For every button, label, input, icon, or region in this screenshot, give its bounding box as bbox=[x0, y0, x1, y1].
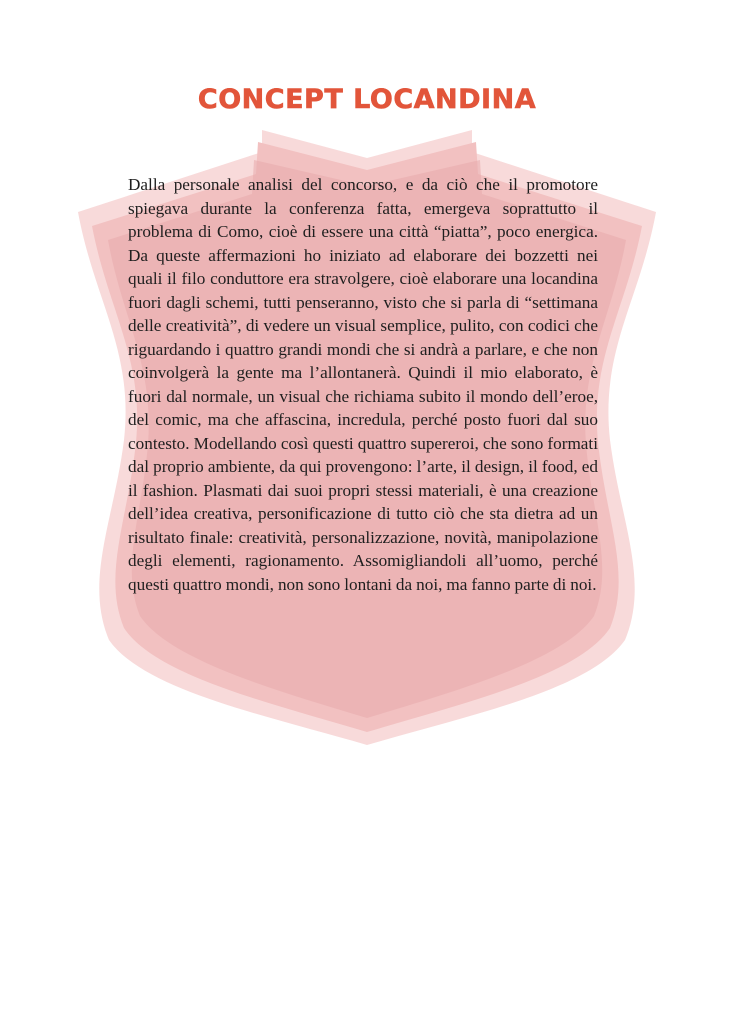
page-title: CONCEPT LOCANDINA bbox=[197, 84, 537, 115]
body-paragraph: Dalla personale analisi del concorso, e da ciò che il promotore spiegava durante la conferenza fatta, emergeva soprattutto il problema di Como, cioè di essere una città “piatta”, poco energica. Da queste affermazioni ho iniziato ad elaborare dei bozzetti nei quali il filo conduttore era stravolgere, cioè elaborare una locandina fuori dagli schemi, tutti penseranno, visto che si parla di “settimana delle creatività”, di vedere un visual semplice, pulito, con codici che riguardando i quattro grandi mondi che si andrà a parlare, e che non coinvolgerà la gente ma l’allontanerà. Quindi il mio elaborato, è fuori dal normale, un visual che richiama subito il mondo dell’eroe, del comic, ma che affascina, incredula, perché posto fuori dal suo contesto. Modellando così questi quattro supereroi, che sono formati dal proprio ambiente, da qui provengono: l’arte, il design, il food, ed il fashion. Plasmati dai suoi propri stessi materiali, è una creazione dell’idea creativa, personificazione di tutto ciò che sta dietra ad un risultato finale: creatività, personalizzazione, novità, manipolazione degli elementi, ragionamento. Assomigliandoli all’uomo, perché questi quattro mondi, non sono lontani da noi, ma fanno parte di noi. bbox=[128, 175, 598, 594]
